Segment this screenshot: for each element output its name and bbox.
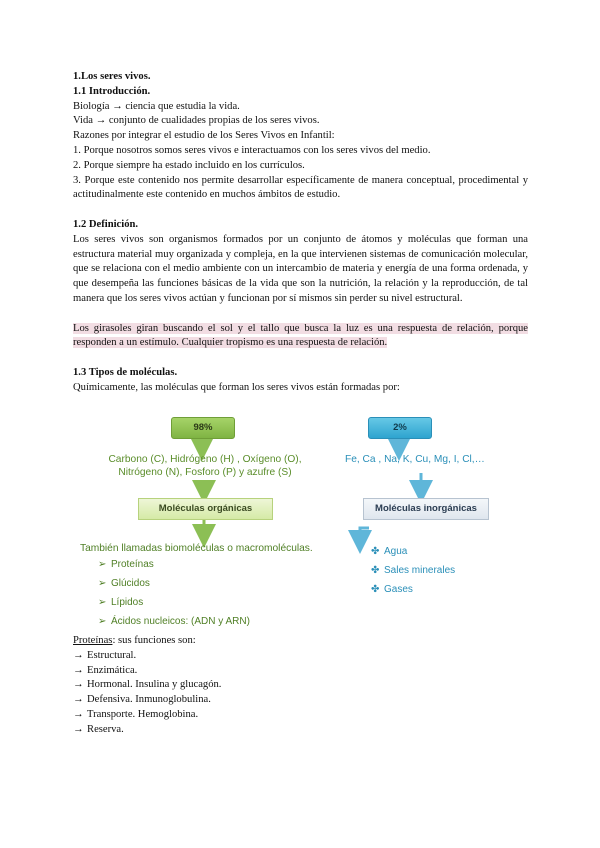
organic-list	[98, 555, 250, 631]
protein-function: → Hormonal. Insulina y glucagón.	[73, 679, 222, 691]
intro-line-2: Vida → conjunto de cualidades propias de los seres vivos.	[73, 115, 320, 127]
proteins-section	[73, 634, 528, 738]
subsection-title-intro: 1.1 Introducción.	[73, 85, 151, 97]
intro-line-5: 2. Porque siempre ha estado incluido en los currículos.	[73, 159, 305, 171]
inorganic-molecules-box: Moléculas inorgánicas	[363, 498, 489, 520]
proteins-heading: Proteínas: sus funciones son:	[73, 635, 196, 646]
protein-function: → Transporte. Hemoglobina.	[73, 708, 199, 720]
document-page	[73, 70, 528, 396]
list-item: ➢ Ácidos nucleicos: (ADN y ARN)	[98, 616, 250, 627]
molecule-diagram	[73, 412, 533, 632]
inorganic-percent-badge: 2%	[368, 417, 432, 439]
intro-line-1: Biología → ciencia que estudia la vida.	[73, 100, 240, 112]
molecules-intro: Químicamente, las moléculas que forman los seres vivos están formadas por:	[73, 381, 400, 393]
list-item: ✤ Gases	[371, 584, 413, 595]
reason-3-paragraph: 3. Porque este contenido nos permite desarrollar específicamente de manera conceptual, procedimental y actitudinalmente este contenido en muchos ámbitos de estudio.	[73, 174, 528, 201]
arrow-blue-3	[360, 528, 369, 542]
list-item: ✤ Sales minerales	[371, 565, 456, 576]
inorganic-elements: Fe, Ca , Na, K, Cu, Mg, I, Cl,…	[345, 454, 485, 465]
inorganic-list	[371, 542, 455, 599]
section-title: 1.Los seres vivos.	[73, 71, 151, 82]
subsection-title-molecules: 1.3 Tipos de moléculas.	[73, 366, 178, 378]
protein-function: → Defensiva. Inmunoglobulina.	[73, 694, 211, 706]
intro-line-3: Razones por integrar el estudio de los Seres Vivos en Infantil:	[73, 130, 335, 142]
highlighted-paragraph: Los girasoles giran buscando el sol y el tallo que busca la luz es una respuesta de relación, porque responden a un estímulo. Cualquier tropismo es una respuesta de relación.	[73, 322, 528, 349]
list-item: ➢ Proteínas	[98, 559, 154, 570]
protein-function: → Estructural.	[73, 649, 137, 661]
organic-note: También llamadas biomoléculas o macromoléculas.	[80, 543, 313, 554]
organic-percent-badge: 98%	[171, 417, 235, 439]
protein-function: → Reserva.	[73, 723, 124, 735]
organic-elements: Carbono (C), Hidrógeno (H) , Oxígeno (O), Nitrógeno (N), Fosforo (P) y azufre (S)	[108, 454, 302, 478]
subsection-title-definition: 1.2 Definición.	[73, 218, 139, 230]
list-item: ➢ Glúcidos	[98, 578, 150, 589]
intro-line-4: 1. Porque nosotros somos seres vivos e interactuamos con los seres vivos del medio.	[73, 144, 431, 156]
protein-function: → Enzimática.	[73, 664, 138, 676]
list-item: ✤ Agua	[371, 546, 408, 557]
list-item: ➢ Lípidos	[98, 597, 144, 608]
organic-molecules-box: Moléculas orgánicas	[138, 498, 273, 520]
definition-paragraph: Los seres vivos son organismos formados por un conjunto de átomos y moléculas que forman una estructura material muy organizada y compleja, en la que intervienen sistemas de comunicación molecular, que se relaciona con el medio ambiente con un intercambio de materia y energía de una forma ordenada, y que desempeña las funciones básicas de la vida que son la nutrición, la relación y la reproducción, de tal manera que los seres vivos actúan y funcionan por sí mismos sin perder su nivel estructural.	[73, 233, 528, 304]
